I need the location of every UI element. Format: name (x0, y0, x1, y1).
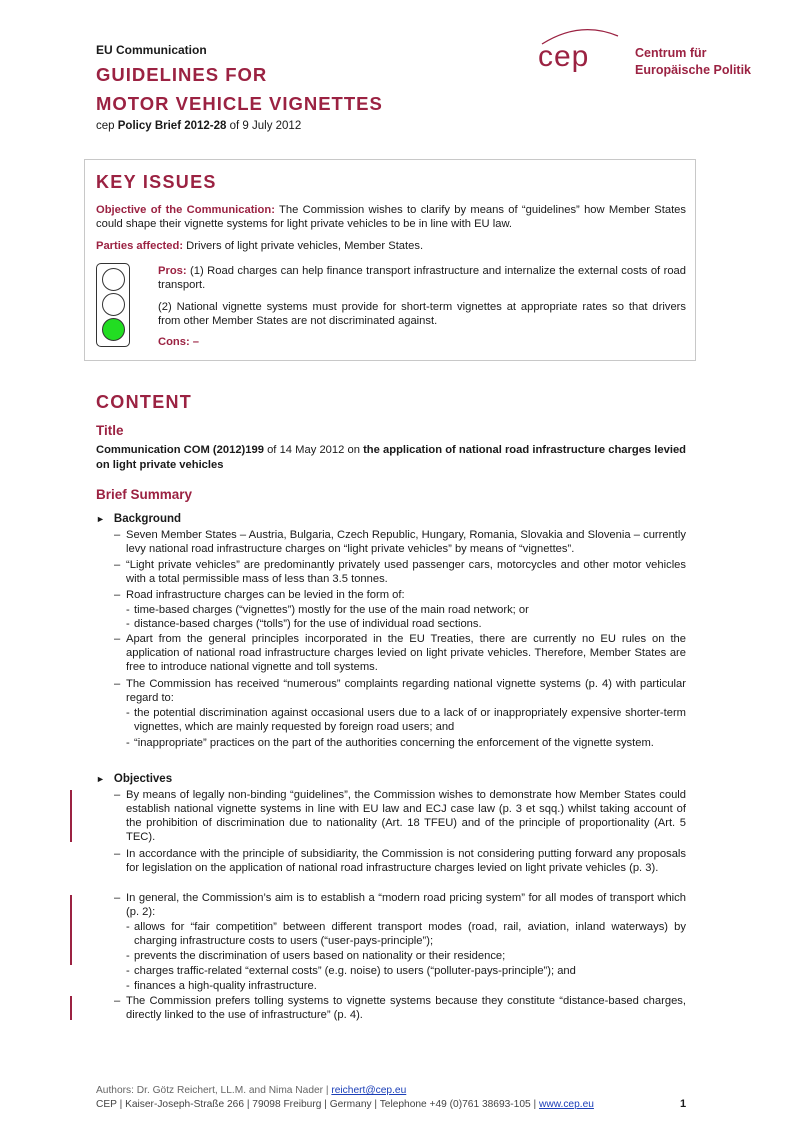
sub-list-item: - charges traffic-related “external costs” (e.g. noise) to users (“polluter-pays-principle”); and (126, 964, 686, 978)
traffic-light-icon (96, 263, 130, 347)
brief-summary-heading: Brief Summary (96, 487, 193, 502)
list-item: – By means of legally non-binding “guidelines”, the Commission wishes to demonstrate how Member States could establish national vignette systems in line with EU law and ECJ case law (p. 3 et sqq.) whilst taking account of the prohibition of discrimination due to nationality (Art. 18 TFEU) and of the principle of proportionality (Art. 5 TEC). (114, 789, 686, 843)
objective-label: Objective of the Communication: (96, 204, 275, 216)
key-issues-heading: KEY ISSUES (96, 172, 217, 192)
list-item: – “Light private vehicles” are predominantly privately used passenger cars, motorcycles and other motor vehicles with a total permissible mass of less than 3.5 tonnes. (114, 559, 686, 585)
logo-name-line-1: Centrum für (635, 46, 707, 60)
sub-list-item-text: time-based charges (“vignettes”) mostly for the use of the main road network; or (134, 604, 529, 616)
parties-label: Parties affected: (96, 240, 184, 252)
logo-name-line-2: Europäische Politik (635, 63, 752, 77)
objectives-label: Objectives (113, 773, 173, 785)
title-subheading: Title (96, 423, 124, 438)
footer-address (96, 1099, 594, 1110)
policy-brief-line (96, 120, 301, 132)
com-subject: the application of national road infrastructure charges levied on light private vehicles (96, 444, 687, 471)
sub-list-item-text: allows for “fair competition” between different transport modes (road, rail, aviation, inland waterways) by charging infrastructure costs to users (“user-pays-principle”); (134, 921, 686, 947)
com-reference: Communication COM (2012)199 (96, 444, 264, 456)
sub-list-item-text: distance-based charges (“tolls”) for the use of individual road sections. (134, 618, 482, 630)
list-item-text: “Light private vehicles” are predominantly privately used passenger cars, motorcycles and other motor vehicles with a total permissible mass of less than 3.5 tonnes. (126, 559, 686, 585)
authors-text: Authors: Dr. Götz Reichert, LL.M. and Nima Nader | (96, 1085, 332, 1096)
triangle-bullet-icon: ► (96, 774, 105, 784)
list-item-text: The Commission has received “numerous” complaints regarding national vignette systems (p. 4) with particular regard to: (126, 678, 686, 704)
sub-list-item-text: the potential discrimination against occasional users due to a lack of or inappropriately expensive shorter-term vignettes, which are mainly requested by foreign road users; and (134, 707, 686, 733)
background-label: Background (113, 513, 182, 525)
list-item: – Apart from the general principles incorporated in the EU Treaties, there are currently no EU rules on the application of national road infrastructure charges levied on light private vehicles. Therefore, Member States are free to introduce national vignette and toll systems. (114, 633, 686, 673)
list-item: – The Commission has received “numerous” complaints regarding national vignette systems (p. 4) with particular regard to: (114, 678, 686, 704)
address-text: CEP | Kaiser-Joseph-Straße 266 | 79098 Freiburg | Germany | Telephone +49 (0)761 38693-105 | (96, 1099, 539, 1110)
com-date: of 14 May 2012 on (263, 444, 364, 456)
author-email-link[interactable]: reichert@cep.eu (331, 1085, 407, 1096)
parties-text: Drivers of light private vehicles, Member States. (183, 240, 424, 252)
traffic-light-green-lamp (102, 318, 125, 341)
list-item-text: Apart from the general principles incorporated in the EU Treaties, there are currently no EU rules on the application of national road infrastructure charges levied on light private vehicles. Therefore, Member States are free to introduce national vignette and toll systems. (126, 633, 686, 673)
brief-date: of 9 July 2012 (226, 120, 302, 132)
cep-logo: cep (538, 40, 590, 73)
sub-list-item: - finances a high-quality infrastructure. (126, 979, 686, 993)
document-type: EU Communication (96, 43, 207, 57)
title-line-2: MOTOR VEHICLE VIGNETTES (96, 93, 383, 114)
brief-prefix: cep (96, 120, 118, 132)
triangle-bullet-icon: ► (96, 514, 105, 524)
website-link[interactable]: www.cep.eu (538, 1099, 594, 1110)
brief-number: Policy Brief 2012-28 (117, 120, 227, 132)
list-item-text: In accordance with the principle of subsidiarity, the Commission is not considering putting forward any proposals for legislation on the application of national road infrastructure charges levied on light private vehicles (p. 3). (126, 848, 686, 874)
objective-paragraph (96, 203, 686, 231)
pros-paragraph-1 (158, 264, 686, 292)
background-heading (96, 513, 181, 525)
sub-list-item: - prevents the discrimination of users based on nationality or their residence; (126, 949, 686, 963)
objectives-heading (96, 773, 172, 785)
list-item-text: In general, the Commission’s aim is to establish a “modern road pricing system” for all modes of transport which (p. 2): (126, 892, 686, 918)
change-bar (70, 996, 72, 1020)
content-heading: CONTENT (96, 392, 193, 412)
communication-title (96, 443, 686, 473)
sub-list-item-text: “inappropriate” practices on the part of the authorities concerning the enforcement of the vignette system. (134, 737, 654, 749)
list-item-text: By means of legally non-binding “guidelines”, the Commission wishes to demonstrate how Member States could establish national vignette systems in line with EU law and ECJ case law (p. 3 et sqq.) whilst taking account of the prohibition of discrimination due to nationality (Art. 18 TFEU) and of the principle of proportionality (Art. 5 TEC). (126, 789, 686, 843)
parties-paragraph (96, 239, 686, 253)
objective-text: The Commission wishes to clarify by means of “guidelines” how Member States could shape their vignette systems for light private vehicles to be in line with EU law. (96, 204, 686, 230)
sub-list-item-text: finances a high-quality infrastructure. (134, 980, 317, 992)
traffic-light-top-lamp (102, 268, 125, 291)
change-bar (70, 790, 72, 842)
list-item-text: The Commission prefers tolling systems to vignette systems because they constitute “distance-based charges, directly linked to the use of infrastructure” (p. 4). (126, 995, 686, 1021)
list-item: – The Commission prefers tolling systems to vignette systems because they constitute “distance-based charges, directly linked to the use of infrastructure” (p. 4). (114, 995, 686, 1021)
list-item: – Seven Member States – Austria, Bulgaria, Czech Republic, Hungary, Romania, Slovakia and Slovenia – currently levy national road infrastructure charges on “light private vehicles” by means of “vignettes”. (114, 529, 686, 555)
traffic-light-middle-lamp (102, 293, 125, 316)
sub-list-item-text: prevents the discrimination of users based on nationality or their residence; (134, 950, 506, 962)
list-item-text: Road infrastructure charges can be levied in the form of: (126, 589, 405, 601)
sub-list-item: - time-based charges (“vignettes”) mostly for the use of the main road network; or (126, 603, 686, 617)
change-bar (70, 895, 72, 965)
logo-name (635, 45, 751, 79)
list-item: – Road infrastructure charges can be levied in the form of: (114, 588, 686, 602)
page-number: 1 (680, 1098, 687, 1110)
sub-list-item: - distance-based charges (“tolls”) for the use of individual road sections. (126, 617, 686, 631)
pros-label: Pros: (158, 265, 187, 277)
list-item-text: Seven Member States – Austria, Bulgaria, Czech Republic, Hungary, Romania, Slovakia and Slovenia – currently levy national road infrastructure charges on “light private vehicles” by means of “vignettes”. (126, 529, 686, 555)
sub-list-item: - allows for “fair competition” between different transport modes (road, rail, aviation, inland waterways) by charging infrastructure costs to users (“user-pays-principle”); (126, 921, 686, 947)
list-item: – In accordance with the principle of subsidiarity, the Commission is not considering putting forward any proposals for legislation on the application of national road infrastructure charges levied on light private vehicles (p. 3). (114, 848, 686, 874)
pros-text-1: (1) Road charges can help finance transport infrastructure and internalize the external costs of road transport. (158, 265, 686, 291)
pros-paragraph-2: (2) National vignette systems must provide for short-term vignettes at appropriate rates so that drivers from other Member States are not discriminated against. (158, 301, 686, 327)
sub-list-item: - “inappropriate” practices on the part of the authorities concerning the enforcement of the vignette system. (126, 736, 686, 750)
sub-list-item: - the potential discrimination against occasional users due to a lack of or inappropriately expensive shorter-term vignettes, which are mainly requested by foreign road users; and (126, 707, 686, 733)
list-item: – In general, the Commission’s aim is to establish a “modern road pricing system” for all modes of transport which (p. 2): (114, 892, 686, 918)
title-line-1: GUIDELINES FOR (96, 64, 268, 85)
sub-list-item-text: charges traffic-related “external costs” (e.g. noise) to users (“polluter-pays-principle”); and (134, 965, 576, 977)
footer-authors (96, 1085, 406, 1096)
cons-label: Cons: – (158, 336, 200, 348)
